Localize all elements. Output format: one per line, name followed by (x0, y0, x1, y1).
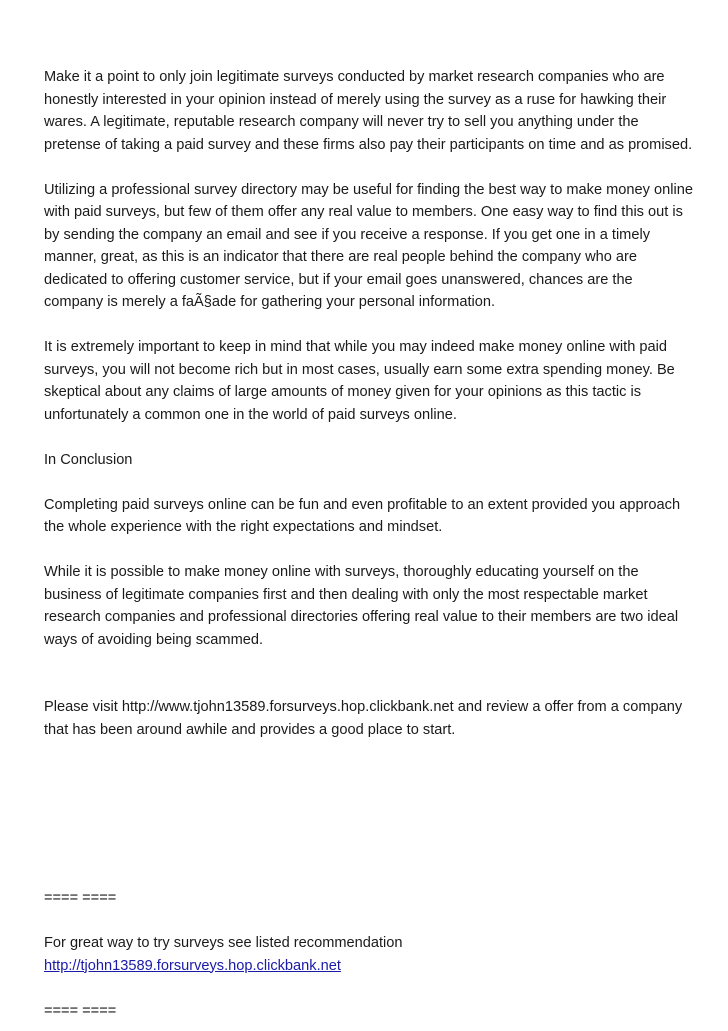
document-body (44, 66, 694, 1022)
paragraph-legitimate-surveys: Make it a point to only join legitimate surveys conducted by market research companies who are honestly interested in your opinion instead of merely using the survey as a ruse for hawking their wares. A legitimate, reputable research company will never try to sell you anything under the pretense of taking a paid survey and these firms also pay their participants on time and as promised. (44, 69, 693, 153)
section-heading-conclusion: In Conclusion (44, 451, 133, 468)
paragraph-survey-directory: Utilizing a professional survey directory may be useful for finding the best way to make money online with paid surveys, but few of them offer any real value to members. One easy way to find this out is by sending the company an email and see if you receive a response. If you get one in a timely manner, great, as this is an indicator that there are real people behind the company who are dedicated to offering customer service, but if your email goes unanswered, chances are the company is merely a faÃ§ade for gathering your personal information. (44, 181, 693, 310)
recommendation-link[interactable]: http://tjohn13589.forsurveys.hop.clickbank.net (44, 957, 341, 974)
recommendation-link-line (44, 955, 694, 978)
paragraph-please-visit: Please visit http://www.tjohn13589.forsurveys.hop.clickbank.net and review a offer from a company that has been around awhile and provides a good place to start. (44, 699, 683, 738)
paragraph-avoid-scams: While it is possible to make money online with surveys, thoroughly educating yourself on the business of legitimate companies first and then dealing with only the most respectable market research companies and professional directories offering real value to their members are two ideal ways of avoiding being scammed. (44, 564, 679, 648)
recommendation-text: For great way to try surveys see listed recommendation (44, 935, 403, 951)
separator-bottom: ==== ==== (44, 1002, 117, 1019)
separator-top: ==== ==== (44, 890, 117, 906)
paragraph-conclusion: Completing paid surveys online can be fun and even profitable to an extent provided you approach the whole experience with the right expectations and mindset. (44, 496, 681, 535)
paragraph-important-note: It is extremely important to keep in mind that while you may indeed make money online with paid surveys, you will not become rich but in most cases, usually earn some extra spending money. Be skeptical about any claims of large amounts of money given for your opinions as this tactic is unfortunately a common one in the world of paid surveys online. (44, 339, 675, 423)
